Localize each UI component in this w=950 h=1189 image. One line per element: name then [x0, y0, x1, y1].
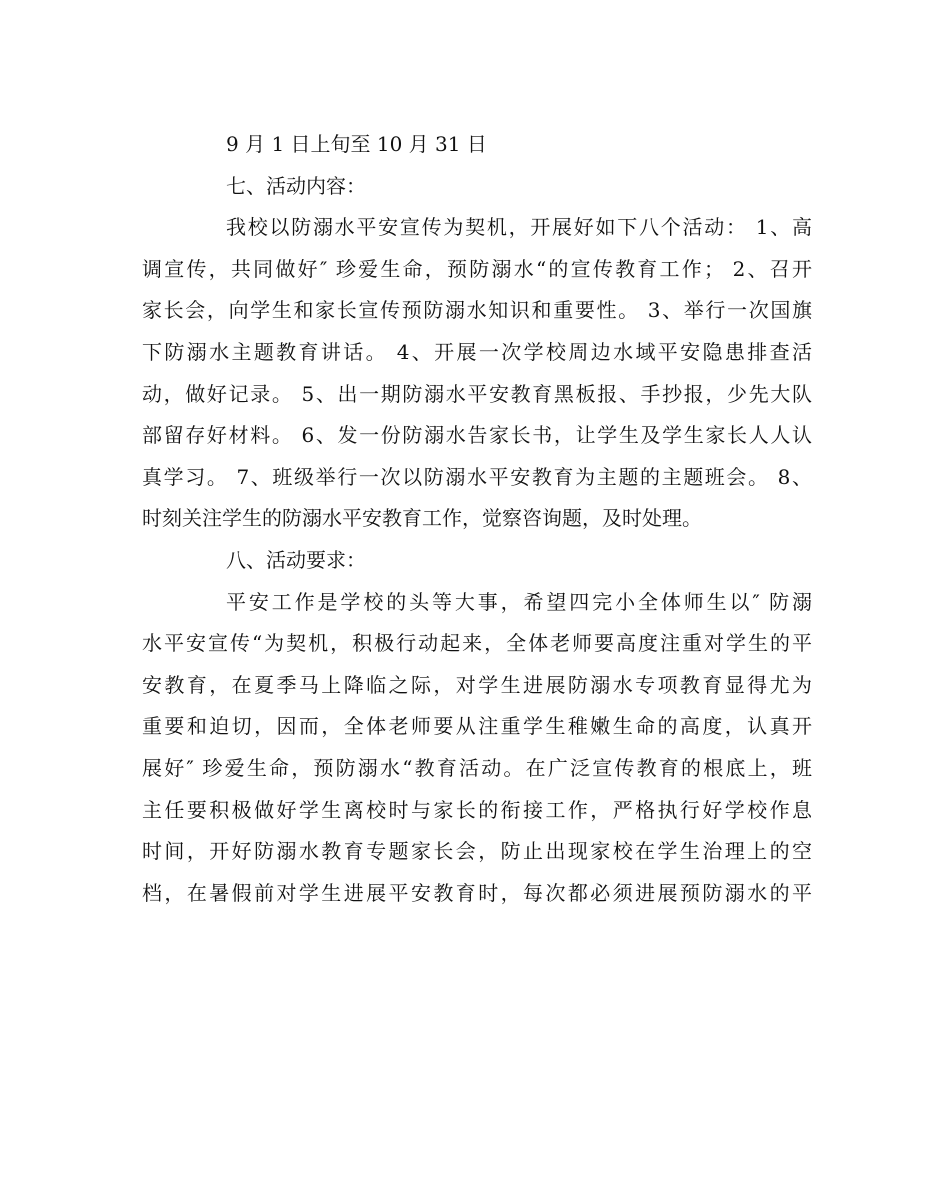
paragraph-line: 下防溺水主题教育讲话。 4、开展一次学校周边水域平安隐患排查活 — [142, 339, 812, 364]
paragraph-line: 档，在暑假前对学生进展平安教育时，每次都必须进展预防溺水的平 — [142, 880, 812, 905]
section-heading-activity-content: 七、活动内容： — [226, 173, 366, 198]
date-range-line: 9 月 1 日上旬至 10 月 31 日 — [226, 132, 487, 156]
paragraph-line: 主任要积极做好学生离校时与家长的衔接工作，严格执行好学校作息 — [142, 797, 812, 822]
paragraph-line: 重要和迫切，因而，全体老师要从注重学生稚嫩生命的高度，认真开 — [142, 714, 812, 739]
paragraph-line: 水平安宣传“为契机，积极行动起来，全体老师要高度注重对学生的平 — [142, 631, 812, 656]
paragraph-line: 部留存好材料。 6、发一份防溺水告家长书，让学生及学生家长人人认 — [142, 423, 812, 448]
paragraph-line: 安教育，在夏季马上降临之际，对学生进展防溺水专项教育显得尤为 — [142, 672, 812, 697]
paragraph-line: 调宣传，共同做好″ 珍爱生命，预防溺水“的宣传教育工作； 2、召开 — [142, 256, 812, 281]
paragraph-line: 真学习。 7、班级举行一次以防溺水平安教育为主题的主题班会。 8、 — [142, 464, 812, 489]
document-body — [142, 124, 812, 914]
paragraph-line: 平安工作是学校的头等大事，希望四完小全体师生以″ 防溺 — [226, 589, 812, 614]
paragraph-line: 动，做好记录。 5、出一期防溺水平安教育黑板报、手抄报，少先大队 — [142, 381, 812, 406]
section-heading-activity-requirements: 八、活动要求： — [226, 547, 366, 572]
paragraph-line: 我校以防溺水平安宣传为契机，开展好如下八个活动： 1、高 — [226, 215, 812, 240]
paragraph-line: 时间，开好防溺水教育专题家长会，防止出现家校在学生治理上的空 — [142, 839, 812, 864]
paragraph-line: 家长会，向学生和家长宣传预防溺水知识和重要性。 3、举行一次国旗 — [142, 298, 812, 323]
paragraph-line: 时刻关注学生的防溺水平安教育工作，觉察咨询题，及时处理。 — [142, 506, 702, 531]
paragraph-line: 展好″ 珍爱生命，预防溺水“教育活动。在广泛宣传教育的根底上，班 — [142, 755, 812, 780]
